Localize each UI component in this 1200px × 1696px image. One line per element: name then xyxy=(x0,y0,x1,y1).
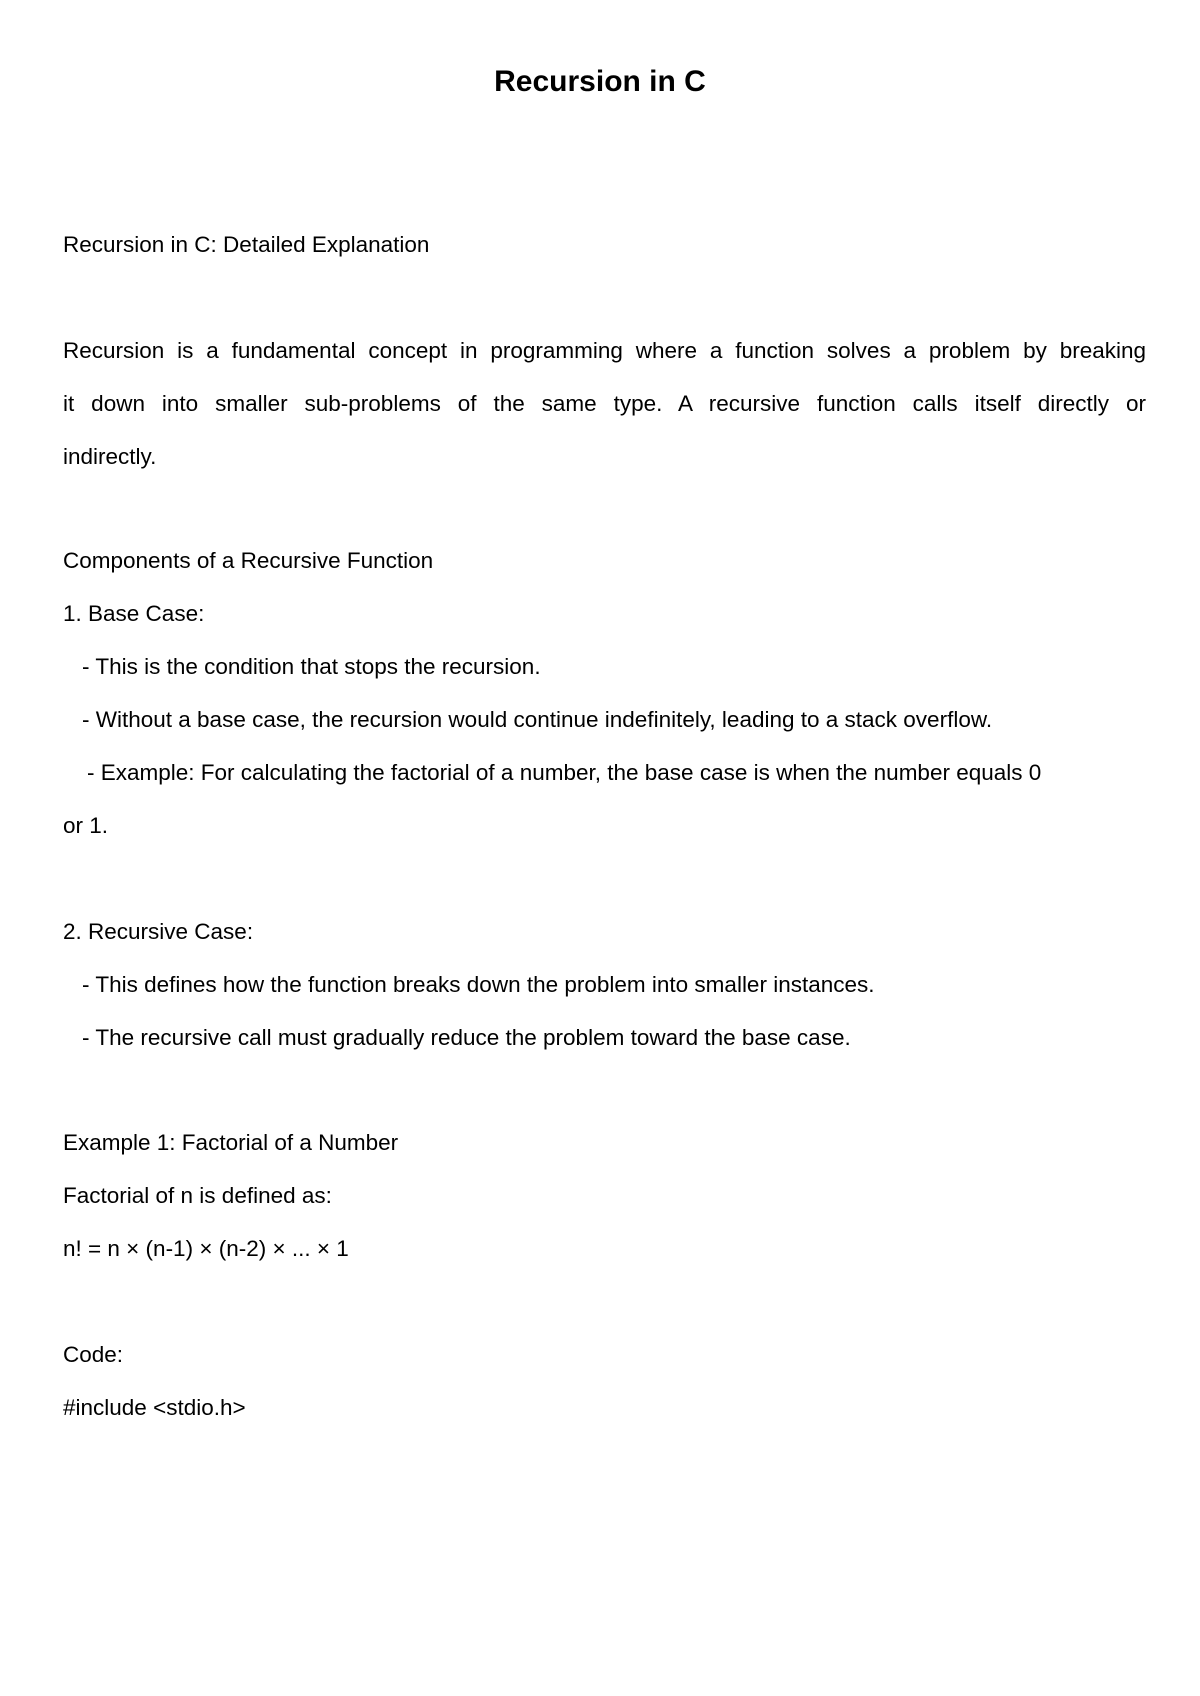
section-subtitle: Recursion in C: Detailed Explanation xyxy=(63,232,430,257)
base-case-label: 1. Base Case: xyxy=(63,601,205,626)
intro-line-2: it down into smaller sub-problems of the same type. A recursive function calls itself directly or xyxy=(63,391,1146,416)
code-label: Code: xyxy=(63,1342,124,1367)
components-heading: Components of a Recursive Function xyxy=(63,548,434,573)
base-case-point-3-line-2: or 1. xyxy=(63,813,109,838)
factorial-definition: Factorial of n is defined as: xyxy=(63,1183,332,1208)
recursive-case-point-2: - The recursive call must gradually reduce the problem toward the base case. xyxy=(82,1025,851,1050)
document-title: Recursion in C xyxy=(494,65,706,98)
recursive-case-label: 2. Recursive Case: xyxy=(63,919,254,944)
intro-line-1: Recursion is a fundamental concept in programming where a function solves a problem by breaking xyxy=(63,338,1146,363)
base-case-point-3-line-1: - Example: For calculating the factorial of a number, the base case is when the number equals 0 xyxy=(87,760,1042,785)
code-line-1: #include <stdio.h> xyxy=(63,1395,246,1420)
intro-line-3: indirectly. xyxy=(63,444,157,469)
base-case-point-2: - Without a base case, the recursion would continue indefinitely, leading to a stack overflow. xyxy=(82,707,993,732)
example1-heading: Example 1: Factorial of a Number xyxy=(63,1130,399,1155)
factorial-formula: n! = n × (n-1) × (n-2) × ... × 1 xyxy=(63,1236,349,1261)
recursive-case-point-1: - This defines how the function breaks down the problem into smaller instances. xyxy=(82,972,875,997)
base-case-point-1: - This is the condition that stops the recursion. xyxy=(82,654,541,679)
